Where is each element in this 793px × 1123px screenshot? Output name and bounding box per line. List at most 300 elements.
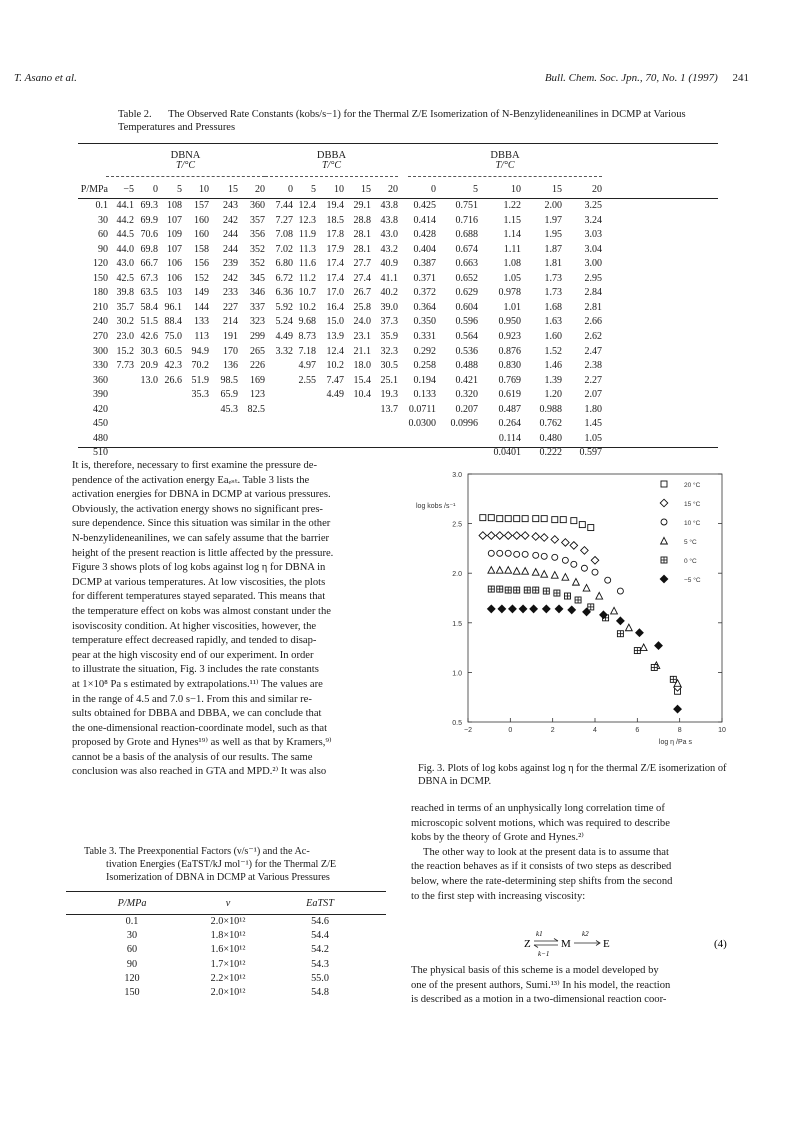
- table2-cell: 149: [194, 287, 209, 299]
- data-point-2: [562, 557, 568, 563]
- table2-cell: 21.1: [353, 345, 371, 357]
- table2-cell: 41.1: [380, 272, 398, 284]
- data-point-1: [562, 539, 570, 547]
- data-point-1: [521, 532, 529, 540]
- table2-cell: 0.597: [579, 447, 602, 459]
- table2-group-name: DBNA: [170, 150, 201, 161]
- data-point-0: [514, 516, 520, 522]
- table2-cell: 337: [250, 301, 265, 313]
- table2-cell: 0.404: [413, 243, 436, 255]
- legend-label-3: 5 °C: [684, 539, 697, 546]
- table2-cell: 28.1: [353, 243, 371, 255]
- table2-cell: 2.84: [584, 287, 602, 299]
- table2-header-temp: 10: [334, 184, 344, 195]
- table2-cell: 0.950: [498, 316, 521, 328]
- table2-header-temp: 20: [255, 184, 265, 195]
- table2-cell: 17.9: [326, 243, 344, 255]
- table2-cell-pressure: 330: [93, 360, 108, 372]
- table3-caption-line: tivation Energies (EaTST/kJ mol⁻¹) for the Thermal Z/E: [106, 859, 337, 870]
- table2-cell: 25.8: [353, 301, 371, 313]
- table2-cell: 18.5: [326, 214, 344, 226]
- table2-cell: 17.8: [326, 229, 344, 241]
- table2-cell: 2.07: [584, 389, 602, 401]
- data-point-1: [487, 532, 495, 540]
- table2-cell: 0.350: [413, 316, 436, 328]
- table2-cell: 29.1: [353, 200, 371, 211]
- equation-scheme: [500, 928, 740, 958]
- table2-cell: 1.63: [544, 316, 562, 328]
- table3-cell: 0.1: [125, 916, 139, 927]
- table2-cell: 0.320: [455, 389, 478, 401]
- data-point-5: [487, 605, 495, 613]
- table2-cell: 7.02: [275, 243, 293, 255]
- table3-cell: 1.7×10¹²: [210, 958, 246, 970]
- table2-cell: 0.536: [455, 345, 478, 357]
- table2-cell: 10.4: [353, 389, 371, 401]
- table2-header-temp: 20: [388, 184, 398, 195]
- table2-cell: 4.49: [326, 389, 344, 401]
- table2-cell: 356: [250, 229, 265, 241]
- table2-cell: 13.7: [380, 403, 398, 415]
- table2-cell: 15.0: [326, 316, 344, 328]
- table2-cell: 17.4: [326, 272, 344, 284]
- table2-cell: 88.4: [164, 316, 182, 328]
- table2-group-1: [265, 150, 398, 171]
- data-point-2: [522, 551, 528, 557]
- table2-cell: 0.830: [498, 360, 521, 372]
- text-line: kobs by the theory of Grote and Hynes.²⁾: [411, 832, 584, 844]
- table2-cell: 23.0: [116, 330, 134, 342]
- table3-header-rule: [66, 914, 386, 915]
- data-point-0: [552, 517, 558, 523]
- table2-cell: 0.292: [413, 345, 436, 357]
- eq-mid: M: [561, 938, 571, 950]
- table2-cell: 160: [194, 229, 209, 241]
- table2-cell: 13.9: [326, 330, 344, 342]
- table2-cell: 3.32: [275, 345, 293, 357]
- table2-cell: 63.5: [140, 287, 158, 299]
- table2-group-unit: T/°C: [321, 160, 341, 171]
- text-line: microscopic solvent motions, which was required to describe: [411, 817, 670, 829]
- table2-cell: 6.72: [275, 272, 293, 284]
- table2-cell: 10.7: [298, 287, 316, 299]
- table2-cell: 82.5: [247, 403, 265, 415]
- text-line: the temperature effect on kobs was almost constant under the: [72, 605, 331, 617]
- table2-cell: 60.5: [164, 345, 182, 357]
- table2-cell: 0.604: [455, 301, 478, 313]
- data-point-1: [532, 533, 540, 541]
- table2-cell: 1.60: [544, 330, 562, 342]
- table2-cell: 123: [250, 389, 265, 401]
- table2-cell: 244: [223, 243, 238, 255]
- table2-group-unit: T/°C: [495, 160, 515, 171]
- data-point-3: [551, 572, 558, 579]
- table2-group-name: DBBA: [490, 150, 520, 161]
- table2-cell: 1.45: [584, 418, 602, 430]
- table2-cell: 170: [223, 345, 238, 357]
- data-point-3: [496, 567, 503, 574]
- table3-cell: 30: [126, 930, 138, 942]
- table2-cell: 0.0401: [493, 447, 521, 459]
- plot-frame: [468, 474, 722, 722]
- table2-cell: 144: [194, 301, 209, 313]
- table2-cell: 7.18: [298, 345, 316, 357]
- table2-cell: 69.9: [140, 214, 158, 226]
- text-line: sure dependence. Since this situation was similar in the other: [72, 518, 331, 530]
- table2-cell: 75.0: [164, 330, 182, 342]
- table2-cell: 0.978: [498, 287, 521, 299]
- table2-cell: 0.194: [413, 374, 436, 386]
- table2-group-dash: [106, 176, 265, 177]
- text-line: at 1×10⁸ Pa s estimated by extrapolations.¹¹⁾ The values are: [72, 678, 323, 690]
- text-line: N-benzylideneanilines, we can safely assume that the barrier: [72, 532, 330, 544]
- table2-cell: 0.114: [498, 432, 521, 444]
- table2-cell: 136: [223, 360, 238, 372]
- table2-cell: 44.0: [116, 243, 134, 255]
- table3-cell: 150: [124, 987, 140, 998]
- table2-cell: 1.95: [544, 229, 562, 241]
- table2-cell: 2.66: [584, 316, 602, 328]
- x-tick-label: 2: [550, 727, 555, 734]
- table2-cell: 226: [250, 360, 265, 372]
- table3-cell: 55.0: [311, 972, 329, 984]
- table2-cell: 39.0: [380, 301, 398, 313]
- data-point-0: [579, 522, 585, 528]
- table2-cell: 24.0: [353, 316, 371, 328]
- table2-header-temp: 0: [431, 184, 436, 195]
- table2-cell: 9.68: [298, 316, 316, 328]
- table2-cell: 107: [167, 243, 182, 255]
- table2-cell: 37.3: [380, 316, 398, 328]
- table2-cell: 1.80: [584, 403, 602, 415]
- table2-cell-pressure: 30: [98, 214, 108, 226]
- table2-cell: 44.1: [116, 200, 134, 211]
- data-point-3: [625, 624, 632, 631]
- table2-cell: 0.258: [413, 360, 436, 372]
- table2-cell: 7.27: [275, 214, 293, 226]
- table2-cell: 0.564: [455, 330, 478, 342]
- x-tick-label: 10: [718, 727, 726, 734]
- table2-cell: 1.68: [544, 301, 562, 313]
- table2-cell: 19.4: [326, 200, 344, 211]
- table2-cell: 360: [250, 200, 265, 211]
- table2-cell: 1.05: [503, 272, 521, 284]
- data-point-3: [522, 568, 529, 575]
- table2-cell: 0.923: [498, 330, 521, 342]
- table2-cell-pressure: 480: [93, 432, 108, 444]
- page-number: 241: [732, 72, 749, 84]
- data-point-5: [509, 605, 517, 613]
- table2-cell: 5.24: [275, 316, 293, 328]
- y-tick-label: 3.0: [452, 472, 462, 479]
- table3-cell: 54.4: [311, 930, 329, 942]
- table3-cell: 2.2×10¹²: [210, 972, 246, 984]
- table2-cell: 0.488: [455, 360, 478, 372]
- table2-cell: 1.08: [503, 258, 521, 270]
- table2-cell: 0.762: [539, 418, 562, 430]
- table2-cell: 25.1: [380, 374, 398, 386]
- data-point-5: [655, 642, 663, 650]
- table2-header-temp: 15: [552, 184, 562, 195]
- table2-cell: 11.9: [298, 229, 316, 241]
- table3-header: ν: [225, 898, 231, 909]
- table2-cell-pressure: 270: [93, 330, 108, 342]
- table2-cell: 51.9: [191, 374, 209, 386]
- equation-4: [500, 928, 740, 958]
- data-point-0: [505, 516, 511, 522]
- table2-cell: 3.25: [584, 200, 602, 211]
- text-line: to the first step with increasing viscosity:: [411, 890, 586, 902]
- x-tick-label: −2: [464, 727, 472, 734]
- table2-cell: 66.7: [140, 258, 158, 270]
- table2-cell: 23.1: [353, 330, 371, 342]
- y-axis-label: log kobs /s⁻¹: [416, 503, 456, 510]
- table2-cell: 157: [194, 200, 209, 211]
- table2-cell: 2.55: [298, 374, 316, 386]
- data-point-0: [480, 515, 486, 521]
- table2-cell: 30.2: [116, 316, 134, 328]
- table2-cell-pressure: 420: [93, 403, 108, 415]
- table2-cell: 12.4: [326, 345, 344, 357]
- text-line: cannot be a basis of the analysis of our results. The same: [72, 751, 313, 763]
- table2-cell: 43.8: [380, 214, 398, 226]
- right-column-text: [411, 802, 729, 904]
- table2-cell: 1.14: [503, 229, 521, 241]
- text-line: is described as a motion in a two-dimensional reaction coor-: [411, 994, 667, 1006]
- table3-cell: 1.6×10¹²: [210, 944, 246, 956]
- table2-cell: 346: [250, 287, 265, 299]
- table2-cell: 0.414: [413, 214, 436, 226]
- table2-cell: 0.428: [413, 229, 436, 241]
- table2-cell: 35.7: [116, 301, 134, 313]
- table2-cell: 265: [250, 345, 265, 357]
- table2-cell-pressure: 210: [93, 301, 108, 313]
- table2-cell: 1.46: [544, 360, 562, 372]
- table2-cell: 2.27: [584, 374, 602, 386]
- table2-header-temp: −5: [123, 184, 134, 195]
- y-tick-label: 1.5: [452, 620, 462, 628]
- table2-cell: 107: [167, 214, 182, 226]
- table2-cell: 0.387: [413, 258, 436, 270]
- data-point-3: [541, 571, 548, 578]
- data-point-0: [588, 525, 594, 531]
- table2-cell: 227: [223, 301, 238, 313]
- data-point-0: [541, 516, 547, 522]
- data-point-3: [583, 584, 590, 591]
- table2-cell: 0.652: [455, 272, 478, 284]
- table2-cell: 65.9: [220, 389, 238, 401]
- table2-cell: 39.8: [116, 287, 134, 299]
- data-point-2: [605, 577, 611, 583]
- table2-cell: 0.876: [498, 345, 521, 357]
- table2-group-unit: T/°C: [175, 160, 195, 171]
- table2-cell: 1.97: [544, 214, 562, 226]
- table2-cell: 1.22: [503, 200, 521, 211]
- table2-cell: 1.81: [544, 258, 562, 270]
- table2-cell: 6.80: [275, 258, 293, 270]
- table2-cell: 0.674: [455, 243, 478, 255]
- text-line: Figure 3 shows plots of log kobs against log η for DBNA in: [72, 562, 326, 574]
- data-point-0: [560, 517, 566, 523]
- table2-cell: 103: [167, 287, 182, 299]
- table2-cell-pressure: 300: [93, 345, 108, 357]
- table2-cell: 42.3: [164, 360, 182, 372]
- left-column-text: [72, 459, 387, 780]
- legend-label-1: 15 °C: [684, 501, 701, 508]
- data-point-3: [640, 644, 647, 651]
- table2-label: Table 2.: [118, 109, 152, 120]
- eq-number: (4): [714, 938, 727, 950]
- table2-cell: 30.3: [140, 345, 158, 357]
- data-point-2: [488, 550, 494, 556]
- table2-cell: 242: [223, 214, 238, 226]
- table2-cell: 11.2: [298, 272, 316, 284]
- table2-cell: 12.3: [298, 214, 316, 226]
- table2-caption: [118, 108, 718, 134]
- table2-cell: 1.39: [544, 374, 562, 386]
- table2-group-name: DBBA: [316, 150, 347, 161]
- text-line: The other way to look at the present data is to assume that: [423, 846, 669, 858]
- data-point-5: [568, 606, 576, 614]
- table2-header-temp: 5: [311, 184, 316, 195]
- figure3-caption: [418, 762, 728, 788]
- table2-cell: 7.08: [275, 229, 293, 241]
- running-header-journal: [545, 72, 749, 84]
- table2-cell: 11.6: [298, 258, 316, 270]
- table3-top-rule: [66, 891, 386, 892]
- text-line: the reaction behaves as if it consists of two steps as described: [411, 861, 672, 873]
- text-line: the one-dimensional reaction-coordinate model, such as that: [72, 722, 328, 734]
- table2-cell: 4.49: [275, 330, 293, 342]
- table2-caption-text: The Observed Rate Constants (kobs/s−1) for the Thermal Z/E Isomerization of N-Benzylideneanilines in DCMP at Various Temperatures and Pressures: [118, 109, 686, 133]
- table2-cell: 11.3: [298, 243, 316, 255]
- legend-marker-1: [660, 499, 668, 507]
- y-tick-label: 1.0: [452, 670, 462, 678]
- legend-marker-3: [661, 537, 668, 544]
- table2-cell: 45.3: [220, 403, 238, 415]
- table2-cell: 8.73: [298, 330, 316, 342]
- data-point-2: [592, 569, 598, 575]
- data-point-2: [541, 553, 547, 559]
- table2-header-temp: 15: [361, 184, 371, 195]
- table2-cell: 43.0: [116, 258, 134, 270]
- legend-marker-2: [661, 519, 667, 525]
- table2-cell: 6.36: [275, 287, 293, 299]
- table2-cell: 0.331: [413, 330, 436, 342]
- text-line: activation energies for DBNA in DCMP at various pressures.: [72, 489, 331, 501]
- table3-header: P/MPa: [117, 898, 147, 909]
- table2-cell: 7.73: [116, 360, 134, 372]
- data-point-5: [674, 705, 682, 713]
- data-point-3: [505, 567, 512, 574]
- eq-k-1: k−1: [538, 950, 550, 958]
- figure3: [410, 466, 740, 756]
- data-point-1: [504, 532, 512, 540]
- table2-cell: 244: [223, 229, 238, 241]
- data-point-1: [581, 547, 589, 555]
- table2-cell: 106: [167, 258, 182, 270]
- table2-cell: 0.0996: [450, 418, 478, 430]
- data-point-2: [505, 550, 511, 556]
- eq-lhs: Z: [524, 938, 531, 950]
- table2-cell: 26.7: [353, 287, 371, 299]
- table2-header-temp: 10: [199, 184, 209, 195]
- table2-cell: 40.2: [380, 287, 398, 299]
- table2-header-temp: 0: [288, 184, 293, 195]
- table2-cell: 44.2: [116, 214, 134, 226]
- text-line: temperature effect decreased rapidly, and tended to disap-: [72, 635, 317, 647]
- data-point-3: [532, 569, 539, 576]
- text-line: to illustrate the situation, Fig. 3 includes the rate constants: [72, 664, 319, 676]
- table2-cell: 0.425: [413, 200, 436, 211]
- data-point-2: [514, 551, 520, 557]
- table2-cell: 1.52: [544, 345, 562, 357]
- table2-cell: 0.421: [455, 374, 478, 386]
- table2-cell-pressure: 120: [93, 258, 108, 270]
- data-point-5: [519, 605, 527, 613]
- table2-cell: 19.3: [380, 389, 398, 401]
- table2-cell: 43.0: [380, 229, 398, 241]
- table3-cell: 2.0×10¹²: [210, 916, 246, 927]
- table2-cell-pressure: 510: [93, 447, 108, 459]
- table2-cell: 5.92: [275, 301, 293, 313]
- data-point-0: [571, 518, 577, 524]
- table2-cell: 1.20: [544, 389, 562, 401]
- table2-group-2: [408, 150, 602, 171]
- data-point-3: [513, 568, 520, 575]
- table2-cell: 0.769: [498, 374, 521, 386]
- table2-cell: 4.97: [298, 360, 316, 372]
- table3-cell: 2.0×10¹²: [210, 987, 246, 998]
- eq-k1: k1: [536, 930, 543, 938]
- data-point-5: [555, 605, 563, 613]
- data-point-3: [573, 579, 580, 586]
- journal-citation: Bull. Chem. Soc. Jpn., 70, No. 1 (1997): [544, 72, 718, 84]
- data-point-1: [513, 532, 521, 540]
- table2-cell: 0.619: [498, 389, 521, 401]
- table2-group-0: [106, 150, 265, 171]
- table2-cell: 12.4: [298, 200, 316, 211]
- table2-cell-pressure: 150: [93, 272, 108, 284]
- table2-cell: 233: [223, 287, 238, 299]
- table2-cell: 169: [250, 374, 265, 386]
- y-tick-label: 0.5: [452, 720, 462, 727]
- table2-group-dash: [408, 176, 602, 177]
- data-point-1: [479, 532, 487, 540]
- table2-cell: 1.11: [503, 243, 521, 255]
- data-point-5: [636, 629, 644, 637]
- table2-header-temp: 15: [228, 184, 238, 195]
- text-line: The physical basis of this scheme is a model developed by: [411, 965, 659, 976]
- table2-cell: 20.9: [140, 360, 158, 372]
- text-line: below, where the rate-determining step shifts from the second: [411, 875, 673, 887]
- table2-cell: 69.3: [140, 200, 158, 211]
- table2-cell: 15.4: [353, 374, 371, 386]
- data-point-2: [533, 552, 539, 558]
- text-line: in the range of 4.5 and 7.0 s−1. From this and similar re-: [72, 693, 312, 705]
- data-point-2: [552, 554, 558, 560]
- table2-cell: 96.1: [164, 301, 182, 313]
- table2-cell: 67.3: [140, 272, 158, 284]
- table2-cell: 0.487: [498, 403, 521, 415]
- table2-cell: 0.372: [413, 287, 436, 299]
- text-line: conclusion was also reached in GTA and MPD.²⁾ It was also: [72, 766, 327, 778]
- table2-cell: 1.15: [503, 214, 521, 226]
- table2-cell: 15.2: [116, 345, 134, 357]
- table2-header-temp: 5: [177, 184, 182, 195]
- data-point-1: [570, 542, 578, 550]
- table2-cell: 191: [223, 330, 238, 342]
